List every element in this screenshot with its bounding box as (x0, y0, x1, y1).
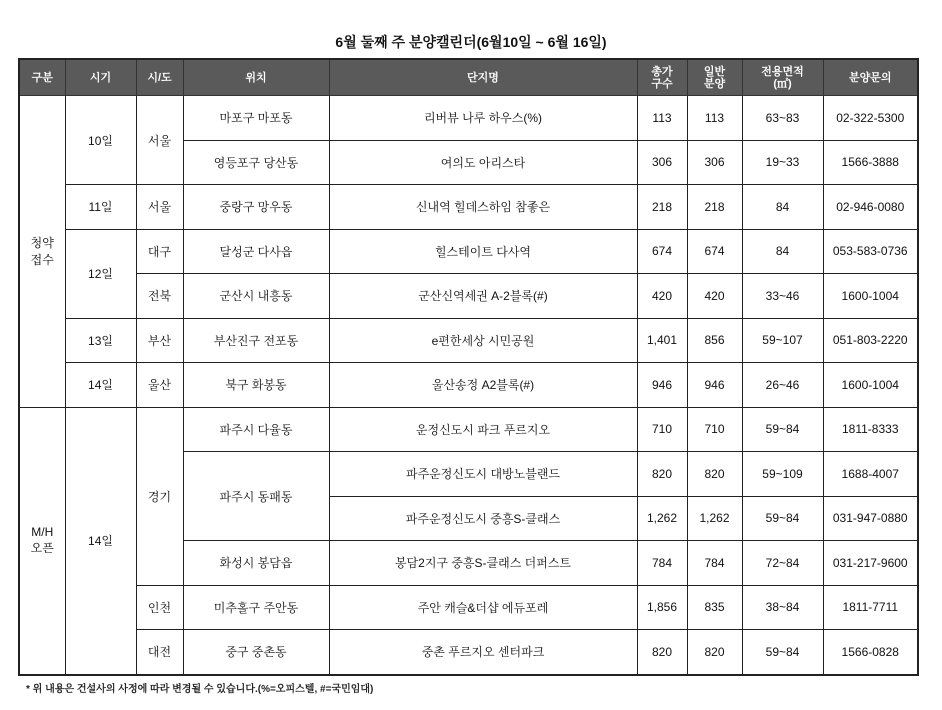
table-cell: 화성시 봉담읍 (183, 541, 329, 586)
table-cell: 218 (637, 185, 687, 230)
table-cell: 113 (687, 96, 742, 141)
table-cell: 파주운정신도시 중흥S-클래스 (329, 496, 637, 541)
table-cell: 울산 (136, 363, 183, 408)
table-cell: 미추홀구 주안동 (183, 585, 329, 630)
table-cell: 835 (687, 585, 742, 630)
table-cell: 여의도 아리스타 (329, 140, 637, 185)
table-cell: 053-583-0736 (823, 229, 918, 274)
table-cell: 봉담2지구 중흥S-클래스 더퍼스트 (329, 541, 637, 586)
table-cell: 820 (637, 630, 687, 675)
table-cell: 59~84 (742, 407, 823, 452)
table-row (19, 585, 918, 630)
table-cell: 주안 캐슬&더샵 에듀포레 (329, 585, 637, 630)
table-cell: 674 (687, 229, 742, 274)
table-cell: 신내역 힐데스하임 참좋은 (329, 185, 637, 230)
table-cell: 울산송정 A2블록(#) (329, 363, 637, 408)
table-cell: 경기 (136, 407, 183, 585)
table-cell: 중촌 푸르지오 센터파크 (329, 630, 637, 675)
table-cell: 11일 (65, 185, 136, 230)
table-row (19, 363, 918, 408)
table-cell: 파주시 동패동 (183, 452, 329, 541)
table-cell: 부산진구 전포동 (183, 318, 329, 363)
table-cell: 14일 (65, 363, 136, 408)
table-cell: 1688-4007 (823, 452, 918, 497)
table-cell: 031-947-0880 (823, 496, 918, 541)
table-cell: 218 (687, 185, 742, 230)
table-cell: 02-322-5300 (823, 96, 918, 141)
table-cell: 14일 (65, 407, 136, 675)
sales-calendar-table (18, 58, 919, 676)
table-cell: 59~84 (742, 630, 823, 675)
table-cell: 72~84 (742, 541, 823, 586)
table-cell: 02-946-0080 (823, 185, 918, 230)
table-cell: 856 (687, 318, 742, 363)
table-row (19, 630, 918, 675)
header-contact: 분양문의 (823, 59, 918, 96)
table-cell: 서울 (136, 185, 183, 230)
table-cell: 420 (687, 274, 742, 319)
table-cell: 031-217-9600 (823, 541, 918, 586)
table-cell: 서울 (136, 96, 183, 185)
table-cell: 중구 중촌동 (183, 630, 329, 675)
table-cell: 13일 (65, 318, 136, 363)
table-cell: 59~107 (742, 318, 823, 363)
table-cell: 영등포구 당산동 (183, 140, 329, 185)
header-region: 시/도 (136, 59, 183, 96)
header-date: 시기 (65, 59, 136, 96)
table-cell: 63~83 (742, 96, 823, 141)
table-cell: 리버뷰 나루 하우스(%) (329, 96, 637, 141)
table-cell: 1811-8333 (823, 407, 918, 452)
table-cell: 59~109 (742, 452, 823, 497)
table-cell: 051-803-2220 (823, 318, 918, 363)
table-cell: 10일 (65, 96, 136, 185)
table-cell: 710 (687, 407, 742, 452)
header-complex-name: 단지명 (329, 59, 637, 96)
table-cell: 19~33 (742, 140, 823, 185)
table-cell: 1566-3888 (823, 140, 918, 185)
table-cell: 1811-7711 (823, 585, 918, 630)
table-cell: 대전 (136, 630, 183, 675)
table-cell: 84 (742, 185, 823, 230)
table-cell: 중랑구 망우동 (183, 185, 329, 230)
table-cell: 59~84 (742, 496, 823, 541)
table-cell: 784 (637, 541, 687, 586)
table-cell: 1566-0828 (823, 630, 918, 675)
table-cell: 군산신역세권 A-2블록(#) (329, 274, 637, 319)
table-row (19, 407, 918, 452)
table-cell: 1,856 (637, 585, 687, 630)
header-row (19, 59, 918, 96)
table-cell: 674 (637, 229, 687, 274)
table-cell: 청약 접수 (19, 96, 65, 408)
table-cell: 38~84 (742, 585, 823, 630)
table-cell: 파주운정신도시 대방노블랜드 (329, 452, 637, 497)
table-cell: 84 (742, 229, 823, 274)
table-cell: 820 (687, 452, 742, 497)
table-cell: 420 (637, 274, 687, 319)
header-total-units: 총가 구수 (637, 59, 687, 96)
table-cell: 820 (687, 630, 742, 675)
header-category: 구분 (19, 59, 65, 96)
header-area: 전용면적 (㎡) (742, 59, 823, 96)
table-row (19, 185, 918, 230)
footnote: * 위 내용은 건설사의 사정에 따라 변경될 수 있습니다.(%=오피스텔, #=국민임대) (26, 684, 374, 695)
table-cell: 1,262 (637, 496, 687, 541)
table-row (19, 318, 918, 363)
table-cell: 820 (637, 452, 687, 497)
table-cell: 인천 (136, 585, 183, 630)
table-cell: 710 (637, 407, 687, 452)
header-location: 위치 (183, 59, 329, 96)
table-cell: 26~46 (742, 363, 823, 408)
table-cell: 33~46 (742, 274, 823, 319)
table-cell: 946 (637, 363, 687, 408)
page-title: 6월 둘째 주 분양캘린더(6월10일 ~ 6월 16일) (335, 34, 607, 50)
table-cell: 부산 (136, 318, 183, 363)
table-cell: 군산시 내흥동 (183, 274, 329, 319)
table-cell: 대구 (136, 229, 183, 274)
table-cell: 306 (637, 140, 687, 185)
table-cell: 힐스테이트 다사역 (329, 229, 637, 274)
table-cell: 12일 (65, 229, 136, 318)
table-cell: 북구 화봉동 (183, 363, 329, 408)
table-cell: 1,401 (637, 318, 687, 363)
table-cell: 운정신도시 파크 푸르지오 (329, 407, 637, 452)
table-row (19, 96, 918, 141)
table-cell: 마포구 마포동 (183, 96, 329, 141)
table-row (19, 274, 918, 319)
table-cell: 1600-1004 (823, 274, 918, 319)
table-cell: 달성군 다사읍 (183, 229, 329, 274)
table-cell: M/H 오픈 (19, 407, 65, 675)
table-cell: 946 (687, 363, 742, 408)
table-cell: 784 (687, 541, 742, 586)
table-cell: 파주시 다율동 (183, 407, 329, 452)
table-cell: 1600-1004 (823, 363, 918, 408)
header-general-units: 일반 분양 (687, 59, 742, 96)
table-cell: 306 (687, 140, 742, 185)
table-row (19, 229, 918, 274)
table-cell: 전북 (136, 274, 183, 319)
table-cell: e편한세상 시민공원 (329, 318, 637, 363)
table-cell: 1,262 (687, 496, 742, 541)
table-cell: 113 (637, 96, 687, 141)
